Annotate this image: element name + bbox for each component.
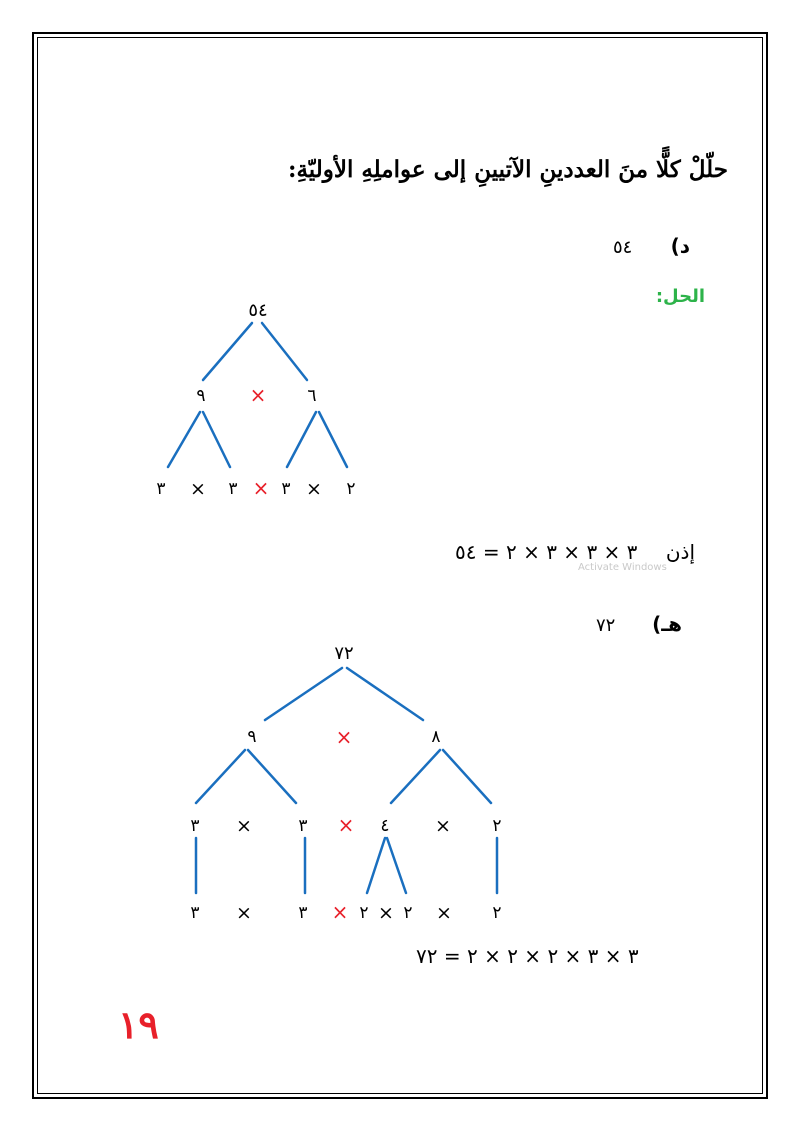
tree-h-branches	[196, 668, 497, 893]
tree-h-node: ٨	[431, 727, 441, 747]
page-number: ١٩	[118, 1002, 159, 1047]
result-d-prefix: إذن	[665, 540, 695, 564]
tree-h-times: ×	[236, 902, 252, 924]
tree-h-leaf: ٣	[298, 816, 308, 836]
result-h-equation: ٣ × ٣ × ٢ × ٢ × ٢ = ٧٢	[416, 944, 639, 968]
tree-d-leaf: ٣	[281, 479, 291, 499]
tree-d-node: ٩	[196, 386, 206, 406]
tree-h-leaf: ٣	[190, 816, 200, 836]
tree-d-leaf: ٣	[156, 479, 166, 499]
tree-h-times: ×	[436, 902, 452, 924]
tree-d-times-highlight: ×	[249, 383, 267, 407]
tree-d-root: ٥٤	[248, 300, 268, 321]
tree-d-times-highlight: ×	[252, 476, 270, 500]
tree-h-leaf: ٤	[380, 816, 390, 836]
result-d-equation: ٣ × ٣ × ٣ × ٢ = ٥٤	[455, 540, 638, 564]
tree-h-node: ٩	[247, 727, 257, 747]
exercise-title: حلّلْ كلًّا منَ العددينِ الآتيينِ إلى عواملِهِ الأوليّةِ:	[287, 156, 728, 183]
tree-h-leaf: ٣	[190, 903, 200, 923]
tree-d-leaf: ٢	[346, 479, 356, 499]
tree-h-times: ×	[435, 815, 451, 837]
tree-h-leaf: ٢	[359, 903, 369, 923]
tree-d-times: ×	[306, 478, 322, 500]
problem-d-label: د)	[670, 234, 690, 258]
watermark-text: Activate Windows	[578, 562, 667, 573]
tree-h-times-highlight: ×	[337, 813, 355, 837]
problem-h-number: ٧٢	[596, 615, 616, 636]
tree-h-leaf: ٣	[298, 903, 308, 923]
solution-label: الحل:	[655, 286, 705, 307]
problem-d-number: ٥٤	[613, 237, 633, 258]
tree-d-leaf: ٣	[228, 479, 238, 499]
tree-d-times: ×	[190, 478, 206, 500]
tree-h-root: ٧٢	[334, 643, 354, 664]
tree-h-times-highlight: ×	[335, 725, 353, 749]
tree-h-times: ×	[236, 815, 252, 837]
tree-h-times: ×	[378, 902, 394, 924]
tree-h-leaf: ٢	[403, 903, 413, 923]
tree-h-leaf: ٢	[492, 903, 502, 923]
problem-h-label: هـ)	[652, 612, 682, 636]
tree-h-times-highlight: ×	[331, 900, 349, 924]
tree-h-leaf: ٢	[492, 816, 502, 836]
tree-d-node: ٦	[307, 386, 317, 406]
